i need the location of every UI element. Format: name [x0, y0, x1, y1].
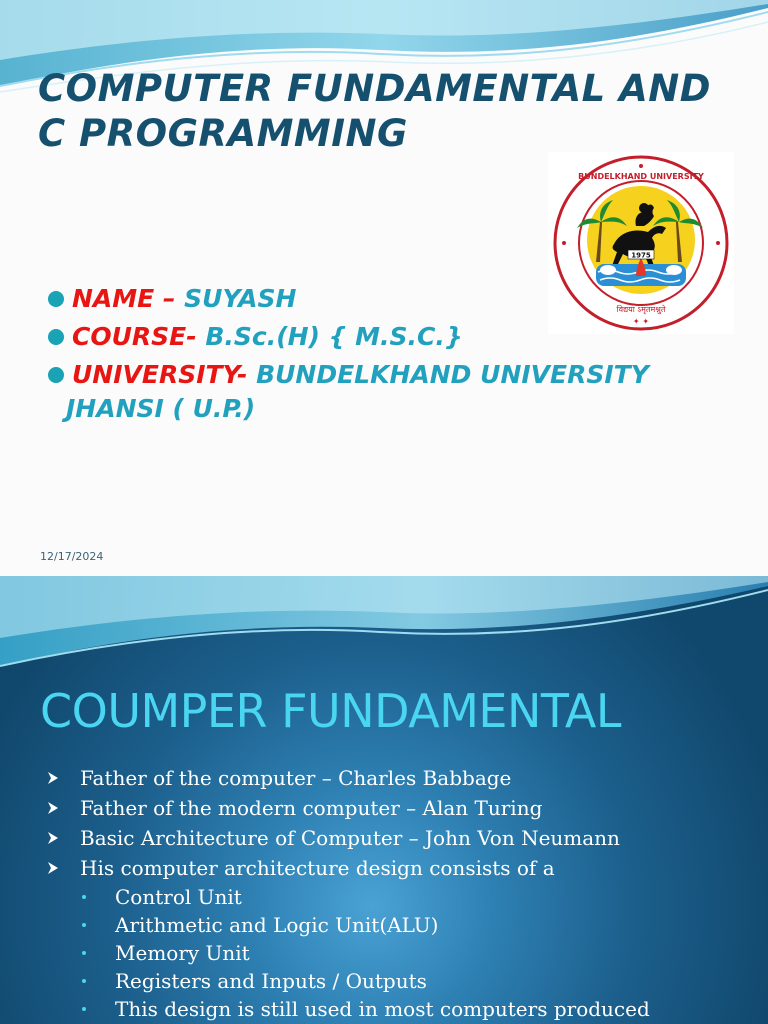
bullet-dot-icon	[48, 291, 64, 307]
sub-list-item	[46, 996, 766, 1023]
name-value: SUYASH	[184, 284, 297, 313]
slide-computer-fundamental	[0, 576, 768, 1024]
svg-text:✦ ✦: ✦ ✦	[632, 317, 650, 326]
list-item-name	[48, 282, 748, 316]
bullet-dot-icon	[48, 329, 64, 345]
arrow-bullet-icon	[46, 771, 60, 785]
list-item-course	[48, 320, 748, 354]
arrow-bullet-icon	[46, 861, 60, 875]
dot-bullet-icon	[82, 923, 86, 927]
list-item	[46, 794, 766, 822]
sub-list-item	[46, 968, 766, 995]
dot-bullet-icon	[82, 951, 86, 955]
list-item-text: His computer architecture design consists of a	[80, 856, 555, 880]
dot-bullet-icon	[82, 895, 86, 899]
dot-bullet-icon	[82, 979, 86, 983]
list-item-text: Father of the modern computer – Alan Turing	[80, 796, 543, 820]
sub-list-item	[46, 940, 766, 967]
name-label: NAME –	[72, 284, 185, 313]
list-item	[46, 824, 766, 852]
university-label: UNIVERSITY-	[72, 360, 257, 389]
svg-text:BUNDELKHAND UNIVERSITY: BUNDELKHAND UNIVERSITY	[578, 172, 704, 181]
slide-title-heading	[38, 66, 758, 156]
bullet-dot-icon	[48, 367, 64, 383]
sub-list-item-text: Memory Unit	[115, 941, 250, 965]
course-value: B.Sc.(H) { M.S.C.}	[205, 322, 463, 351]
list-item	[46, 764, 766, 792]
student-info-list	[48, 282, 748, 430]
title-line-2: C PROGRAMMING	[38, 112, 408, 155]
header-wave-decoration	[0, 576, 768, 686]
logo-year: 1975	[631, 251, 651, 260]
sub-list-item-text: Arithmetic and Logic Unit(ALU)	[115, 913, 439, 937]
course-label: COURSE-	[72, 322, 206, 351]
sub-list-item-text: Control Unit	[115, 885, 242, 909]
sub-list-item-text: This design is still used in most computers produced	[115, 997, 650, 1021]
list-item-text: Father of the computer – Charles Babbage	[80, 766, 512, 790]
university-value-continued: JHANSI ( U.P.)	[66, 394, 256, 423]
dot-bullet-icon	[82, 1007, 86, 1011]
list-item-university	[48, 358, 748, 426]
list-item-text: Basic Architecture of Computer – John Von Neumann	[80, 826, 620, 850]
university-value: BUNDELKHAND UNIVERSITY	[256, 360, 649, 389]
sub-list-item-text: Registers and Inputs / Outputs	[115, 969, 427, 993]
slide-date: 12/17/2024	[40, 550, 104, 563]
slide-heading: COUMPER FUNDAMENTAL	[40, 684, 621, 738]
sub-list-item	[46, 884, 766, 911]
list-item	[46, 854, 766, 882]
title-line-1: COMPUTER FUNDAMENTAL AND	[38, 67, 711, 110]
arrow-bullet-icon	[46, 801, 60, 815]
fundamentals-list	[46, 764, 766, 1024]
logo-motto: विद्यया ऽमृतमश्नुते	[616, 305, 666, 314]
arrow-bullet-icon	[46, 831, 60, 845]
sub-list-item	[46, 912, 766, 939]
